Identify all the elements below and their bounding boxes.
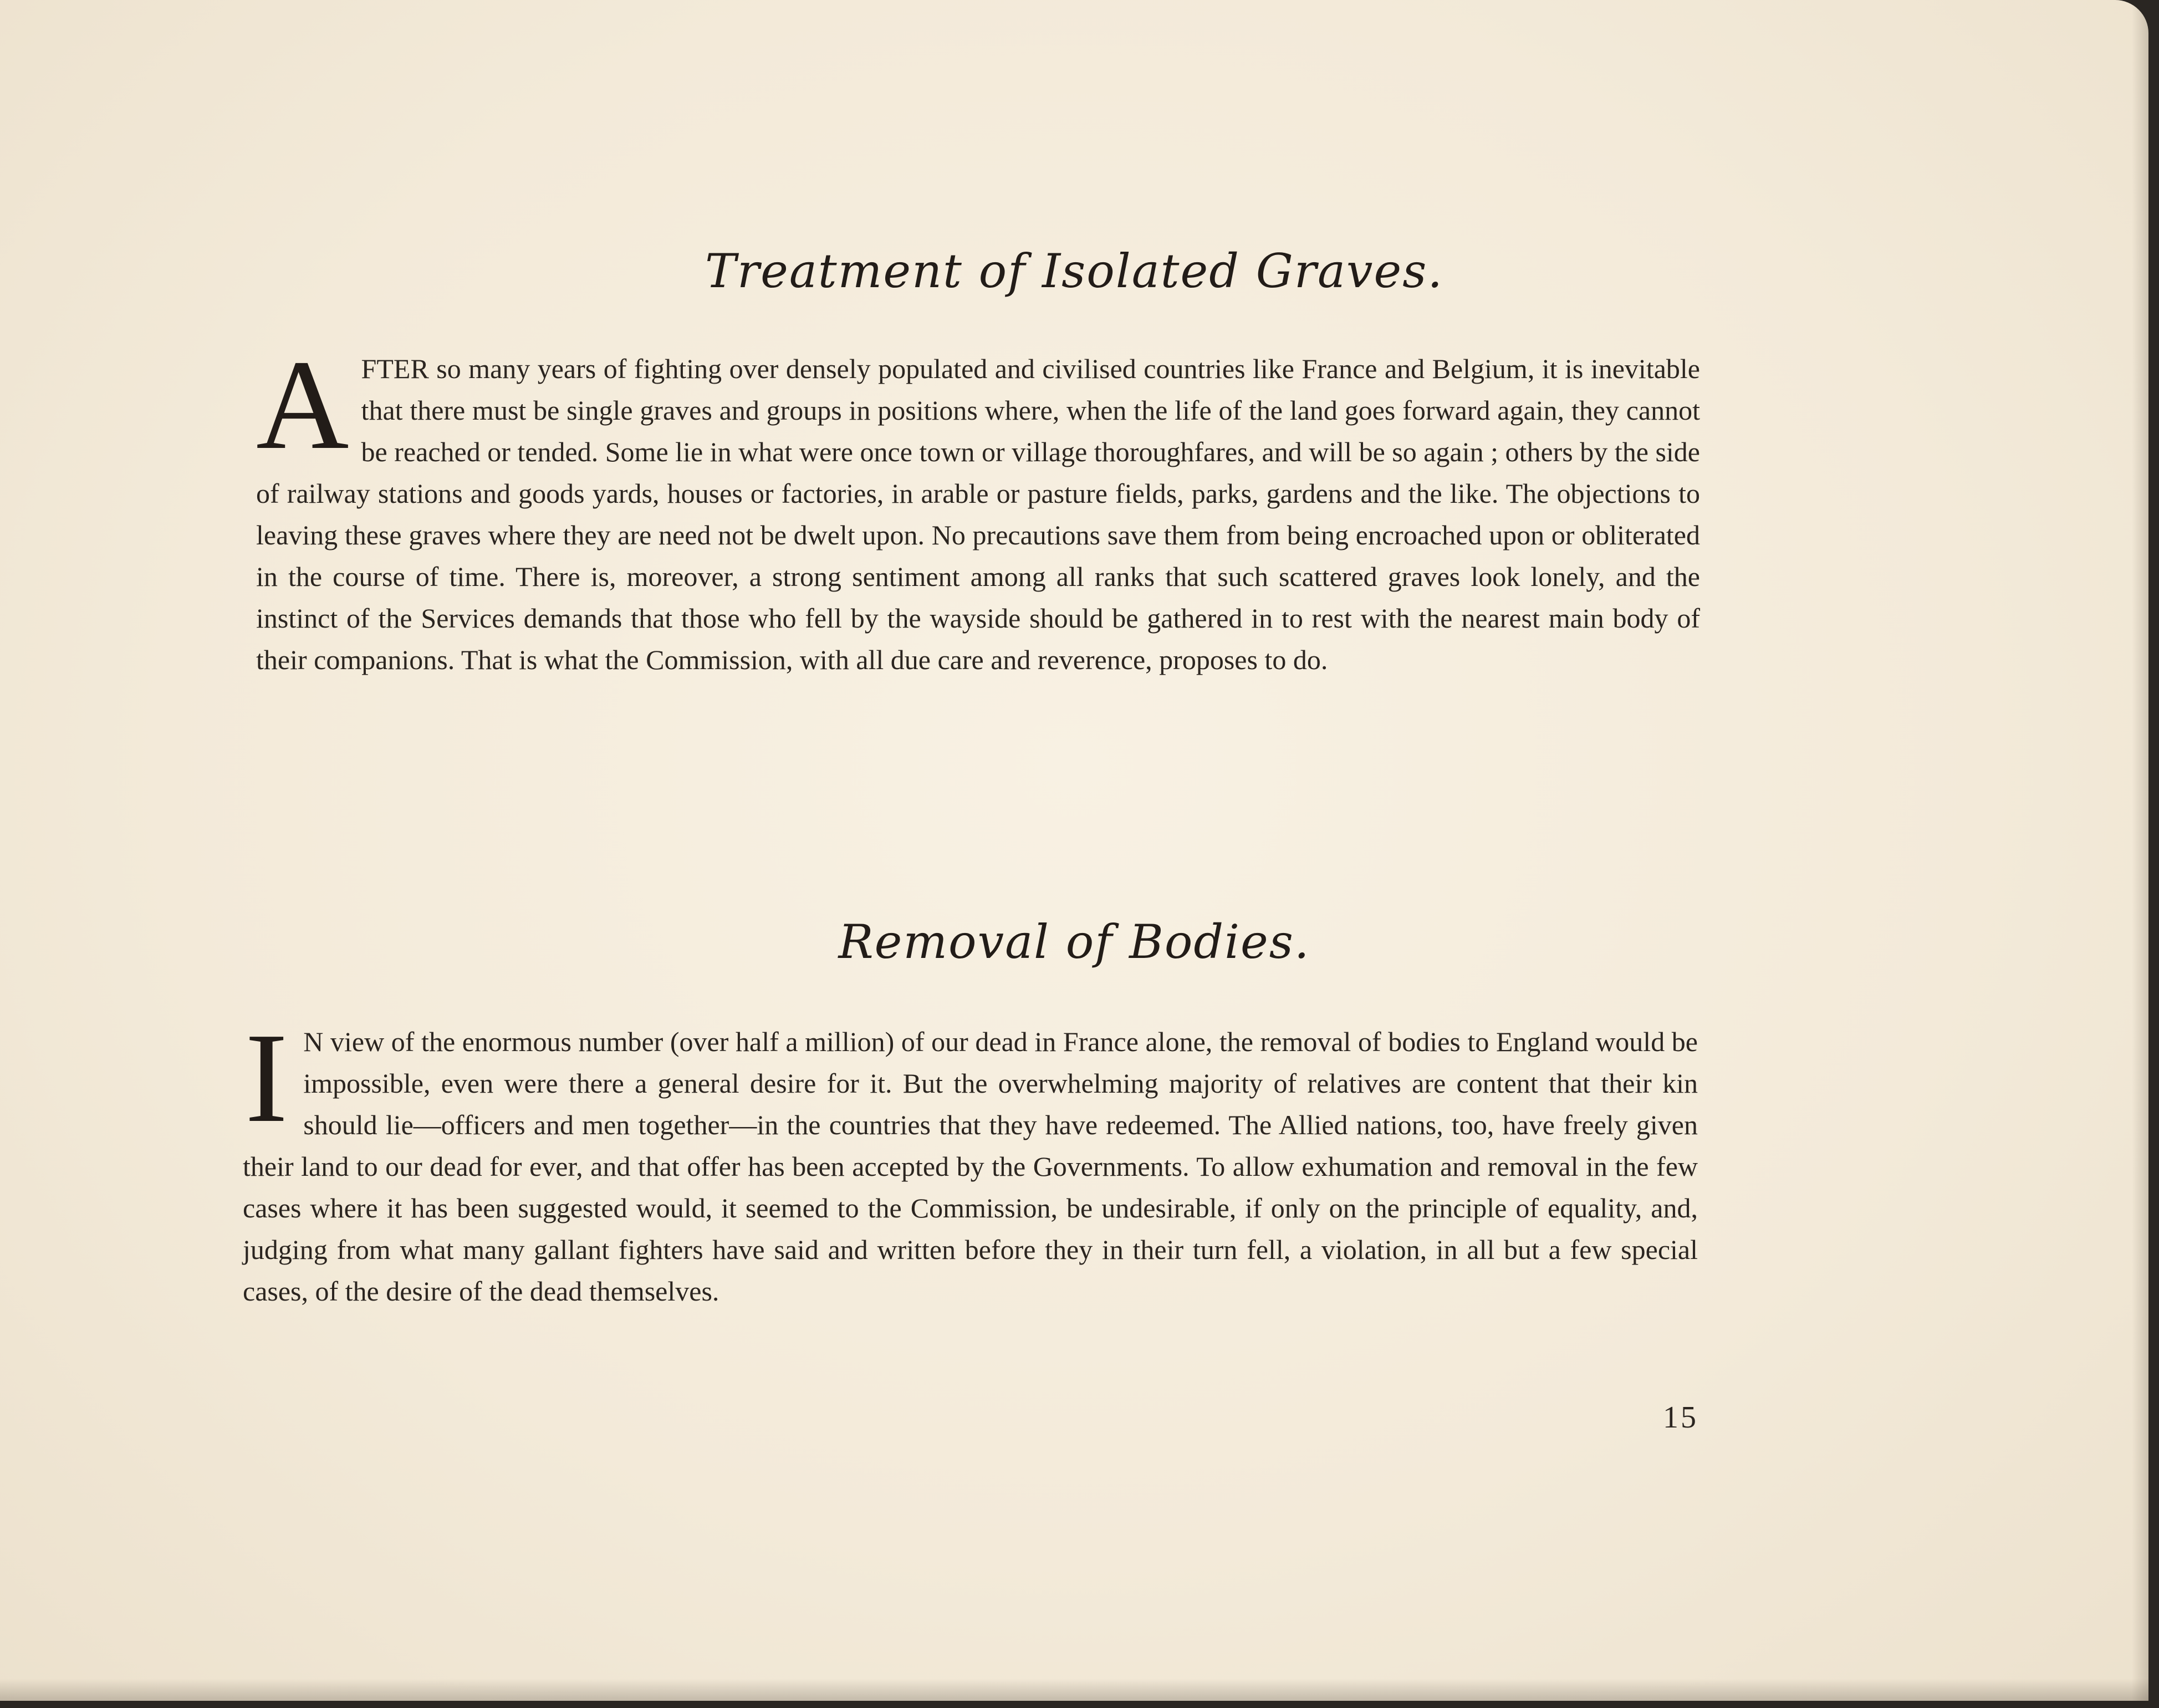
page-edge-shadow-bottom [0, 1679, 2148, 1701]
paragraph-text: so many years of fighting over densely populated and civilised countries like France and Belgium, it is inevitable that there must be single graves and groups in positions where, when the life of the land goes forward again, they cannot be reached or tended. Some lie in what were once town or village thoroughfares, and will be so again ; others by the side of railway stations and goods yards, houses or factories, in arable or pasture fields, parks, gardens and the like. The objections to leaving these graves where they are need not be dwelt upon. No precautions save them from being encroached upon or obliterated in the course of time. There is, moreover, a strong sentiment among all ranks that such scattered graves look lonely, and the instinct of the Services demands that those who fell by the wayside should be gathered in to rest with the nearest main body of their companions. That is what the Commission, with all due care and reverence, proposes to do. [256, 353, 1700, 675]
drop-cap: A [256, 334, 349, 476]
section-body-isolated-graves [256, 334, 1700, 681]
paragraph-text: view of the enormous number (over half a million) of our dead in France alone, the removal of bodies to England would be impossible, even were there a general desire for it. But the overwhelming majority of relatives are content that their kin should lie—officers and men together—in the countries that they have redeemed. The Allied nations, too, have freely given their land to our dead for ever, and that offer has been accepted by the Governments. To allow exhumation and removal in the few cases where it has been suggested would, it seemed to the Commission, be undesirable, if only on the principle of equality, and, judging from what many gallant fighters have said and written before they in their turn fell, a violation, in all but a few special cases, of the desire of the dead themselves. [243, 1026, 1698, 1307]
lead-word: N [303, 1026, 324, 1057]
section-body-removal-of-bodies [243, 1007, 1698, 1312]
drop-cap: I [245, 1007, 288, 1149]
section-heading-removal-of-bodies: Removal of Bodies. [838, 915, 1310, 969]
section-heading-isolated-graves: Treatment of Isolated Graves. [705, 244, 1444, 298]
lead-word: FTER [361, 353, 429, 384]
page-number: 15 [1663, 1400, 1698, 1435]
